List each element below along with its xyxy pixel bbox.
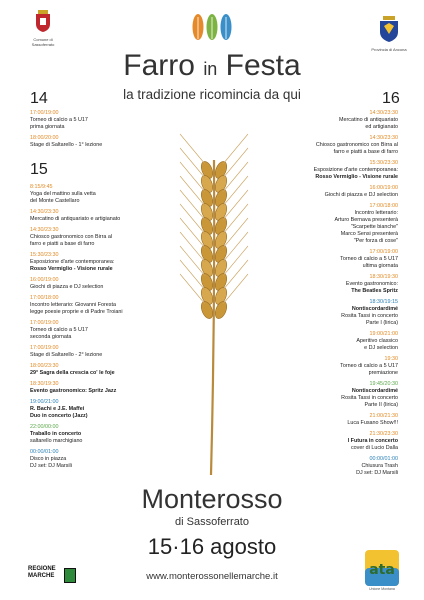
schedule-event xyxy=(30,345,165,359)
event-description: The Beatles Spritz xyxy=(351,288,398,294)
schedule-event xyxy=(262,274,398,295)
event-description: Incontro letterario: Giovanni Foresta xyxy=(30,302,116,308)
event-description: Parte II (lirica) xyxy=(364,402,398,408)
event-description: Stage di Saltarello - 1° lezione xyxy=(30,142,103,148)
day-16-number: 16 xyxy=(382,90,400,107)
event-description: Evento gastronomico: Spritz Jazz xyxy=(30,388,117,394)
event-description: Rosso Vermiglio - Visione rurale xyxy=(315,174,398,180)
event-time: 18:30/19:30 xyxy=(30,381,59,387)
event-time: 14:30/23:30 xyxy=(369,110,398,116)
ata-text: ata xyxy=(369,562,395,578)
event-description: "Per forza di cose" xyxy=(353,238,398,244)
event-description: ed artigianato xyxy=(365,124,398,130)
website-link[interactable]: www.monterossonellemarche.it xyxy=(146,571,278,582)
event-description: Esposizione d'arte contemporanea: xyxy=(30,259,115,265)
event-description: Rosita Tassi in concerto xyxy=(341,313,398,319)
wheat-awn xyxy=(180,134,205,164)
schedule-event xyxy=(262,135,398,156)
event-description: Disco in piazza xyxy=(30,456,67,462)
event-time: 17:00/19:00 xyxy=(369,249,398,255)
schedule-event xyxy=(262,185,398,199)
schedule-event xyxy=(30,227,165,248)
title-in: in xyxy=(203,59,218,79)
event-description: Stage di Saltarello - 2° lezione xyxy=(30,352,103,358)
title-festa: Festa xyxy=(225,49,301,82)
schedule-event xyxy=(262,299,398,327)
event-description: farro e piatti a base di farro xyxy=(30,241,95,247)
event-dates: 15·16 agosto xyxy=(147,534,277,559)
schedule-event xyxy=(30,399,165,420)
event-description: Aperitivo classico xyxy=(356,338,398,344)
event-description: Giochi di piazza e DJ selection xyxy=(324,192,398,198)
event-description: Luca Fusano Show!!! xyxy=(347,420,398,426)
event-time: 17:00/18:00 xyxy=(369,203,398,209)
event-time: 17:00/18:00 xyxy=(30,295,59,301)
schedule-event xyxy=(30,110,165,131)
event-time: 14:30/23:30 xyxy=(30,209,59,215)
event-time: 00:00/01:00 xyxy=(30,449,59,455)
event-description: Nontiscordardimé xyxy=(351,306,398,312)
event-description: farro e piatti a base di farro xyxy=(333,149,398,155)
schedule-event xyxy=(262,456,398,477)
wheat-awn xyxy=(223,148,248,178)
event-description: Evento gastronomico: xyxy=(345,281,398,287)
schedule-event xyxy=(30,424,165,445)
crest-icon xyxy=(35,10,51,32)
event-time: 14:30/23:30 xyxy=(369,135,398,141)
comune-logo xyxy=(26,10,60,47)
grain-leaves-icon xyxy=(189,12,235,42)
event-description: cover di Lucio Dalla xyxy=(350,445,398,451)
event-time: 15:30/23:30 xyxy=(369,160,398,166)
event-description: Rosso Vermiglio - Visione rurale xyxy=(30,266,113,272)
event-description: Torneo di calcio a 5 U17 xyxy=(30,117,88,123)
event-description: Traballo in concerto xyxy=(30,431,82,437)
event-time: 17:00/19:00 xyxy=(30,110,59,116)
regione-line2: MARCHE xyxy=(28,573,55,579)
title-farro: Farro xyxy=(123,49,195,82)
event-description: Torneo di calcio a 5 U17 xyxy=(340,363,398,369)
event-description: premiazione xyxy=(368,370,398,376)
event-description: legge poesie proprie e di Padre Troiani xyxy=(30,309,123,315)
event-description: seconda giornata xyxy=(30,334,72,340)
event-description: Chiosco gastronomico con Birra al xyxy=(30,234,113,240)
event-time: 18:30/19:30 xyxy=(369,274,398,280)
event-subtitle: la tradizione ricomincia da qui xyxy=(123,87,301,102)
event-time: 8:15/9:45 xyxy=(30,184,53,190)
town-name: Monterosso xyxy=(141,484,283,514)
day-15-schedule xyxy=(30,184,165,474)
event-description: del Monte Castellaro xyxy=(30,198,80,204)
event-description: Parte I (lirica) xyxy=(365,320,398,326)
provincia-logo xyxy=(370,16,408,52)
schedule-event xyxy=(30,320,165,341)
wheat-awn xyxy=(223,134,248,164)
regione-line1: REGIONE xyxy=(28,566,56,572)
day-15-number: 15 xyxy=(30,161,48,178)
event-description: I Futura in concerto xyxy=(347,438,398,444)
event-description: Chiosco gastronomico con Birra al xyxy=(315,142,398,148)
event-description: Torneo di calcio a 5 U17 xyxy=(340,256,398,262)
event-time: 18:00/23:30 xyxy=(30,363,59,369)
schedule-event xyxy=(30,381,165,395)
event-description: prima giornata xyxy=(30,124,65,130)
event-time: 14:30/23:30 xyxy=(30,227,59,233)
event-time: 21:30/23:30 xyxy=(369,431,398,437)
event-description: Marco Sensi presenterà xyxy=(340,231,398,237)
event-time: 21:00/21:30 xyxy=(369,413,398,419)
event-description: Duo in concerto (Jazz) xyxy=(30,413,88,419)
schedule-event xyxy=(30,277,165,291)
event-time: 22:00/00:00 xyxy=(30,424,59,430)
wheat-grain xyxy=(213,300,229,320)
province-crest-icon xyxy=(378,16,400,42)
event-time: 00:00/01:00 xyxy=(369,456,398,462)
schedule-event xyxy=(262,331,398,352)
event-description: Giochi di piazza e DJ selection xyxy=(30,284,104,290)
schedule-event xyxy=(262,160,398,181)
event-description: Arturo Bernava presenterà xyxy=(334,217,398,223)
event-description: Chiusura Trash xyxy=(361,463,398,469)
event-description: R. Bachi e J.E. Maffei xyxy=(30,406,85,412)
event-time: 19:00/21:00 xyxy=(30,399,59,405)
provincia-caption: Provincia di Ancona xyxy=(371,47,407,52)
event-description: "Scarpette bianche" xyxy=(350,224,398,230)
event-time: 18:30/19:15 xyxy=(369,299,398,305)
schedule-event xyxy=(30,252,165,273)
event-time: 17:00/19:00 xyxy=(30,345,59,351)
town-subtitle: di Sassoferrato xyxy=(175,516,249,528)
event-title xyxy=(0,50,424,85)
day-14-number: 14 xyxy=(30,90,48,107)
schedule-event xyxy=(262,431,398,452)
event-description: e DJ selection xyxy=(364,345,398,351)
wheat-awn xyxy=(180,148,205,178)
event-time: 19:00/21:00 xyxy=(369,331,398,337)
regione-marche-logo xyxy=(28,566,74,586)
ata-caption: Unione Montana xyxy=(369,587,395,591)
event-description: Mercatino di antiquariato xyxy=(338,117,398,123)
event-description: DJ set: DJ Marsili xyxy=(30,463,72,469)
schedule-event xyxy=(262,249,398,270)
event-description: DJ set: DJ Marsili xyxy=(356,470,398,476)
event-description: Torneo di calcio a 5 U17 xyxy=(30,327,88,333)
schedule-event xyxy=(262,356,398,377)
event-description: Yoga del mattino sulla vetta xyxy=(30,191,96,197)
event-description: ultima giornata xyxy=(362,263,398,269)
wheat-grain xyxy=(199,300,215,320)
schedule-event xyxy=(30,209,165,223)
event-description: Nontiscordardimé xyxy=(351,388,398,394)
event-time: 16:00/19:00 xyxy=(30,277,59,283)
event-time: 19:30 xyxy=(384,356,398,362)
event-description: Mercatino di antiquariato e artigianato xyxy=(30,216,121,222)
regione-flag-icon xyxy=(64,568,76,583)
schedule-event xyxy=(262,203,398,245)
event-time: 16:00/19:00 xyxy=(369,185,398,191)
schedule-event xyxy=(262,413,398,427)
day-14-schedule xyxy=(30,110,165,153)
event-time: 15:30/23:30 xyxy=(30,252,59,258)
event-time: 19:45/20:30 xyxy=(369,381,398,387)
event-description: Rosita Tassi in concerto xyxy=(341,395,398,401)
event-description: 29° Sagra della crescia co' le foje xyxy=(30,370,115,376)
comune-caption: Comune di Sassoferrato xyxy=(31,37,55,47)
schedule-event xyxy=(30,295,165,316)
event-description: Esposizione d'arte contemporanea: xyxy=(313,167,398,173)
event-description: Incontro letterario: xyxy=(354,210,398,216)
schedule-event xyxy=(30,135,165,149)
event-time: 18:00/20:00 xyxy=(30,135,59,141)
event-description: saltarello marchigiano xyxy=(30,438,83,444)
schedule-event xyxy=(30,449,165,470)
schedule-event xyxy=(262,110,398,131)
day-16-schedule xyxy=(262,110,398,481)
ata-logo-icon xyxy=(365,550,399,586)
schedule-event xyxy=(30,184,165,205)
schedule-event xyxy=(262,381,398,409)
event-time: 17:00/19:00 xyxy=(30,320,59,326)
schedule-event xyxy=(30,363,165,377)
wheat-ear-icon xyxy=(165,130,261,475)
